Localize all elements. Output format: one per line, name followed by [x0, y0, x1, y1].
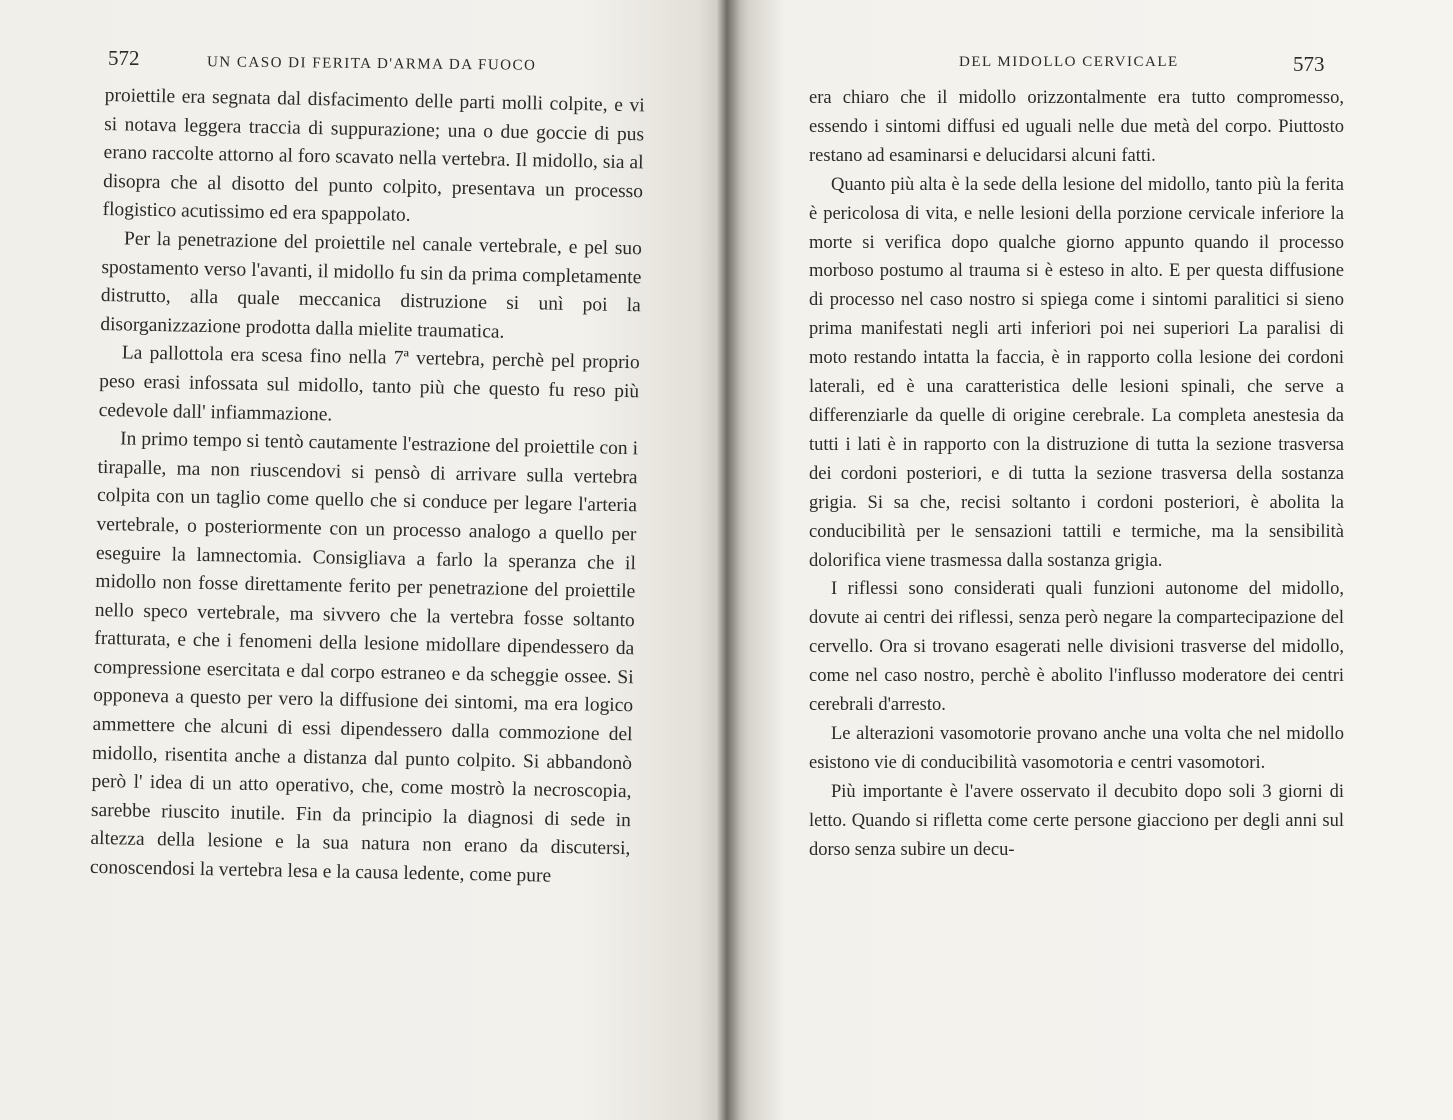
page-body [809, 84, 1344, 864]
paragraph: era chiaro che il midollo orizzontalmente era tutto compromesso, essendo i sintomi diffusi ed uguali nelle due metà del corpo. Piuttosto restano ad esaminarsi e delucidarsi alcuni fatti. [809, 88, 1344, 166]
paragraph: In primo tempo si tentò cautamente l'estrazione del proiettile con i tirapalle, ma non riuscendovi si pensò di arrivare sulla vertebra colpita con un taglio come quello che si conduce per legare l'arteria vertebrale, o posteriormente con un processo analogo a quello per eseguire la lamnectomia. Consigliava a farlo la speranza che il midollo non fosse direttamente ferito per penetrazione del proiettile nello speco vertebrale, ma sivvero che la vertebra fosse soltanto fratturata, e che i fenomeni della lesione midollare dipendessero da compressione esercitata e dal corpo estraneo e da scheggie ossee. Si opponeva a questo per vero la diffusione dei sintomi, ma era logico ammettere che alcuni di essi dipendessero dalla commozione del midollo, risentita anche a distanza dal punto colpito. Si abbandonò però l' idea di un atto operativo, che, come mostrò la necroscopia, sarebbe riuscito inutile. Fin da principio la diagnosi di sede in altezza della lesione e la sua natura non erano da discutersi, conoscendosi la vertebra lesa e la causa ledente, come pure [89, 428, 639, 887]
paragraph: Quanto più alta è la sede della lesione del midollo, tanto più la ferita è pericolosa di vita, e nelle lesioni della porzione cervicale inferiore la morte si verifica dopo qualche giorno appunto quando il processo morboso postumo al trauma si è esteso in alto. E per questa diffusione di processo nel caso nostro si spiega come i sintomi paralitici si sieno prima manifestati negli arti inferiori poi nei superiori La paralisi di moto restando intatta la faccia, è in rapporto colla lesione dei cordoni laterali, ed è una caratteristica delle lesioni spinali, che serve a differenziarle da quelle di origine cerebrale. La completa anestesia da tutti i lati è in rapporto con la distruzione di tutta la sezione trasversa dei cordoni posteriori, e di tutta la sezione trasversa della sostanza grigia. Si sa che, recisi soltanto i cordoni posteriori, è abolita la conducibilità per le sensazioni tattili e termiche, ma la sensibilità dolorifica viene trasmessa dalla sostanza grigia. [809, 174, 1344, 571]
paragraph: I riflessi sono considerati quali funzioni autonome del midollo, dovute ai centri dei riflessi, senza però negare la compartecipazione del cervello. Ora si trovano esagerati nelle divisioni trasverse del midollo, come nel caso nostro, perchè è abolito l'influsso moderatore dei centri cerebrali d'arresto. [809, 579, 1344, 716]
running-head: DEL MIDOLLO CERVICALE [959, 54, 1179, 70]
running-head: UN CASO DI FERITA D'ARMA DA FUOCO [206, 54, 537, 74]
book-gutter [716, 0, 740, 1120]
paragraph: Più importante è l'avere osservato il decubito dopo soli 3 giorni di letto. Quando si rifletta come certe persone giacciono per degli anni sul dorso senza subire un decu- [809, 781, 1344, 860]
paragraph: Le alterazioni vasomotorie provano anche una volta che nel midollo esistono vie di conducibilità vasomotoria e centri vasomotori. [809, 723, 1344, 773]
page-body [90, 82, 645, 893]
paragraph: Per la penetrazione del proiettile nel canale vertebrale, e pel suo spostamento verso l'avanti, il midollo fu sin da prima completamente distrutto, alla quale meccanica distruzione si unì poi la disorganizzazione prodotta dalla mielite traumatica. [100, 228, 643, 343]
page-number: 572 [108, 46, 140, 70]
right-page [727, 0, 1453, 1120]
paragraph: proiettile era segnata dal disfacimento delle parti molli colpite, e vi si notava leggera traccia di suppurazione; una o due goccie di pus erano raccolte attorno al foro scavato nella vertebra. Il midollo, sia al disopra che al disotto del punto colpito, presentava un processo flogistico acutissimo ed era spappolato. [102, 84, 645, 227]
paragraph: La pallottola era scesa fino nella 7ª vertebra, perchè pel proprio peso erasi infossata sul midollo, tanto più che questo fu reso più cedevole dall' infiammazione. [98, 342, 640, 425]
page-number: 573 [1293, 52, 1325, 76]
